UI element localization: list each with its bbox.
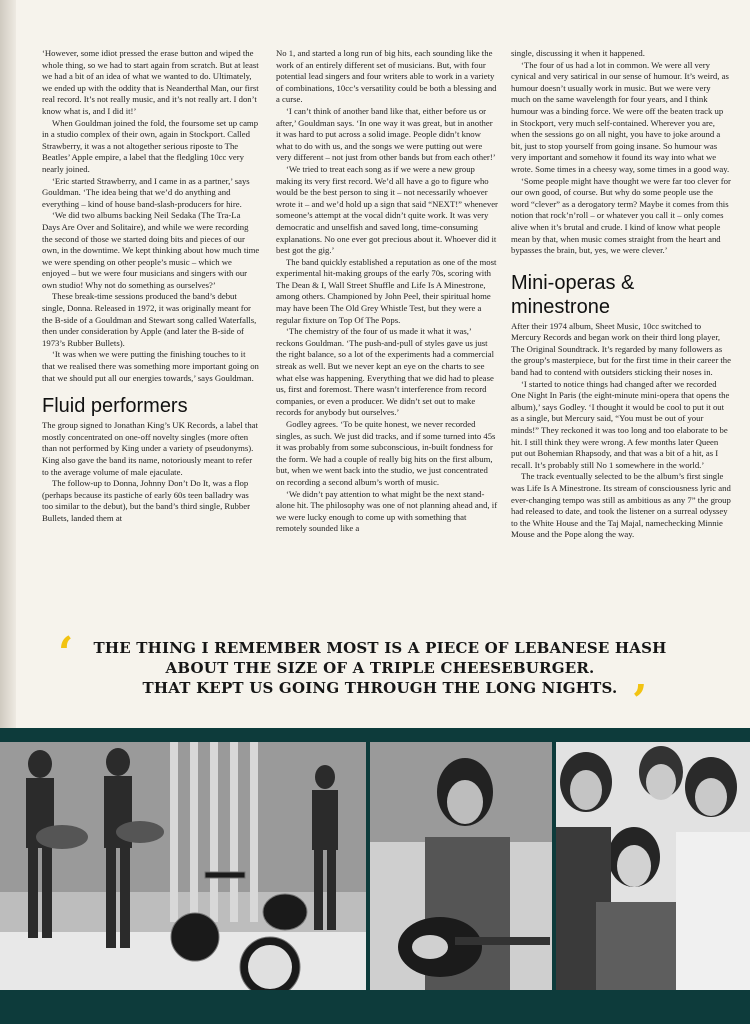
close-quote-mark: ’ [632,676,648,727]
guitarist-photo [370,742,552,998]
photo-strip [0,742,750,998]
paragraph: single, discussing it when it happened. [511,48,645,58]
stage-performance-photo [0,742,366,998]
paragraph: When Gouldman joined the fold, the foursome set up camp in a studio complex of their own, again in Stockport. Called Strawberry, it was a not altogether serious riposte to The Beatles’ Apple empire, a label that the fledgling 10cc very nearly joined. [42,117,259,174]
pull-quote-line: THE THING I REMEMBER MOST IS A PIECE OF LEBANESE HASH [93,639,667,657]
pull-quote-line: ABOUT THE SIZE OF A TRIPLE CHEESEBURGER. [165,659,595,677]
photo-strip-top-band [0,728,750,742]
paragraph: The track eventually selected to be the album’s first single was Life Is A Minestrone. Its stream of consciousness lyric and ever-changing tempo was still as ambitious as any 7” the group had released to date, and took the listener on a surreal odyssey to the White House and the Taj Majal, namechecking Minnie Mouse and the Pope along the way. [511,471,731,540]
paragraph: ‘However, some idiot pressed the erase button and wiped the whole thing, so we had to start again from scratch. But at least we had a bit of an idea of what we wanted to do. Ultimately, we ended up with the oddity that is Neanderthal Man, our first real record. It’s not really music, and it’s not really art. I don’t know what is, and I did it!’ [42,48,259,116]
paragraph: Godley agrees. ‘To be quite honest, we never recorded singles, as such. We just did tracks, and if some turned into 45s it was probably from some subconscious, in-built fondness for the form. We had a couple of really big hits on the first album, but, when we went back into the studio, we just concentrated on recording a second album’s worth of music. [276,419,496,487]
paragraph: The follow-up to Donna, Johnny Don’t Do It, was a flop (perhaps because its pastiche of early 60s teen balladry was too similar to the debut), but the band’s third single, Rubber Bullets, landed them at [42,478,250,523]
paragraph: After their 1974 album, Sheet Music, 10cc switched to Mercury Records and began work on their third long player, The Original Soundtrack. It’s regarded by many followers as the group’s masterpiece, but for the first time in their career the band had to contend with outsiders sticking their noses in. [511,320,731,378]
paragraph: The group signed to Jonathan King’s UK Records, a label that mostly concentrated on one-off novelty singles (more often than not performed by King under a variety of pseudonyms). King also gave the band its name, notoriously meant to refer to the average volume of male ejaculate. [42,420,258,477]
paragraph: ‘We did two albums backing Neil Sedaka (The Tra-La Days Are Over and Solitaire), and while we were recording the second of those we started doing bits and pieces of our own, in the downtime. We kept thinking about how much time we were spending on other people’s music – which we enjoyed – but we were four musicians and singers with our own studio! Why not do something as ourselves?’ [42,210,260,290]
paragraph: ‘The four of us had a lot in common. We were all very cynical and very satirical in our sense of humour. It’s weird, as humour doesn’t usually work in music. But we were very much on the same wavelength for four years, and I think humour was a binding force. We were off the beaten track up in Stockport, very much self-contained. Wherever you are, when the sessions go on all night, you have to joke around a bit, just to stop yourself from going insane. So humour was very important and somehow it found its way into what we wrote. Some times in a cheesy way, some times in a good way. [511,59,730,174]
paragraph: No 1, and started a long run of big hits, each sounding like the work of an entirely different set of musicians. But, with four potential lead singers and four writers able to work in a variety of combinations, 10cc’s versatility could be both a blessing and a curse. [276,48,497,105]
page-bottom-band [0,990,750,1024]
paragraph: ‘Eric started Strawberry, and I came in as a partner,’ says Gouldman. ‘The idea being that we’d do anything and everything – kind of house band-slash-producers for hire. [42,175,250,209]
paragraph: ‘We didn’t pay attention to what might be the next stand-alone hit. The philosophy was one of not planning ahead and, if we were lucky enough to come up with something that remotely sounded like a [276,488,498,534]
paragraph: ‘We tried to treat each song as if we were a new group making its very first record. We’d all have a go to figure who would be the best person to sing it – not necessarily whoever wrote it – and we’d hold up a sign that said “NEXT!” whenever someone’s attempt at the vocal didn’t quite work. It was very democratic and unselfish and saved long, time-consuming explanations. No one ever got precious about it. Whoever did it best got the gig.’ [276,163,498,256]
open-quote-mark: ‘ [58,628,74,679]
paragraph: ‘I can’t think of another band like that, either before us or after,’ Gouldman says. ‘In one way it was great, but in another it was hard to put across a solid image. People didn’t know what to do with us, and the songs we were putting out were very different – not just from other bands but from each other!’ [276,105,496,163]
paragraph: ‘I started to notice things had changed after we recorded One Night In Paris (the eight-minute mini-opera that opens the album),’ says Godley. ‘I thought it would be cool to put it out as a single, but Mercury said, “You must be out of your minds!” They reckoned it was too long and too elaborate to be hit. I still think they were wrong. A few months later Queen put out Bohemian Rhapsody, and that was a bit of a hit, as I recall. It’s probably still No 1 somewhere in the world.’ [511,378,730,470]
pull-quote [60,638,700,698]
paragraph: ‘The chemistry of the four of us made it what it was,’ reckons Gouldman. ‘The push-and-pull of styles gave us just the right balance, so a lot of the experiments had a commercial streak as well. But we never kept an eye on the charts to see what else was happening. Everything that we did had to please us, first and foremost. There wasn’t interference from record companies, or even a producer. We didn’t set out to make records for anybody but ourselves.’ [276,326,495,418]
article-column-2 [276,48,498,535]
band-portrait-photo [556,742,750,998]
article-column-1 [42,48,260,525]
section-heading-fluid-performers: Fluid performers [42,395,188,418]
paragraph: ‘Some people might have thought we were far too clever for our own good, of course. But why do some people use the word “clever” as a derogatory term? Maybe it comes from this notion that rock’n’roll – or whatever you call it – only comes alive when it’s brutal and crude. I kind of know what people mean by that, when music comes straight from the heart and bypasses the brain, but, yes, we were clever.’ [511,175,731,256]
paragraph: The band quickly established a reputation as one of the most experimental hit-making groups of the early 70s, scoring with The Dean & I, Wall Street Shuffle and Life Is A Minestrone, among others. Championed by John Peel, their spiritual home may have been The Old Grey Whistle Test, but they were a regular fixture on Top Of The Pops. [276,256,497,325]
article-column-3 [511,48,731,541]
section-heading-mini-operas: Mini-operas & minestrone [511,271,635,318]
paragraph: ‘It was when we were putting the finishing touches to it that we realised there was something more important going on that we should put all our energies towards,’ says Gouldman. [42,349,259,383]
paragraph: These break-time sessions produced the band’s debut single, Donna. Released in 1972, it was originally meant for the B-side of a Gouldman and Stewart song called Waterfalls, then under consideration by Apple (and later the B-side of 1973’s Rubber Bullets). [42,291,257,348]
pull-quote-line: THAT KEPT US GOING THROUGH THE LONG NIGHTS. [142,679,618,697]
